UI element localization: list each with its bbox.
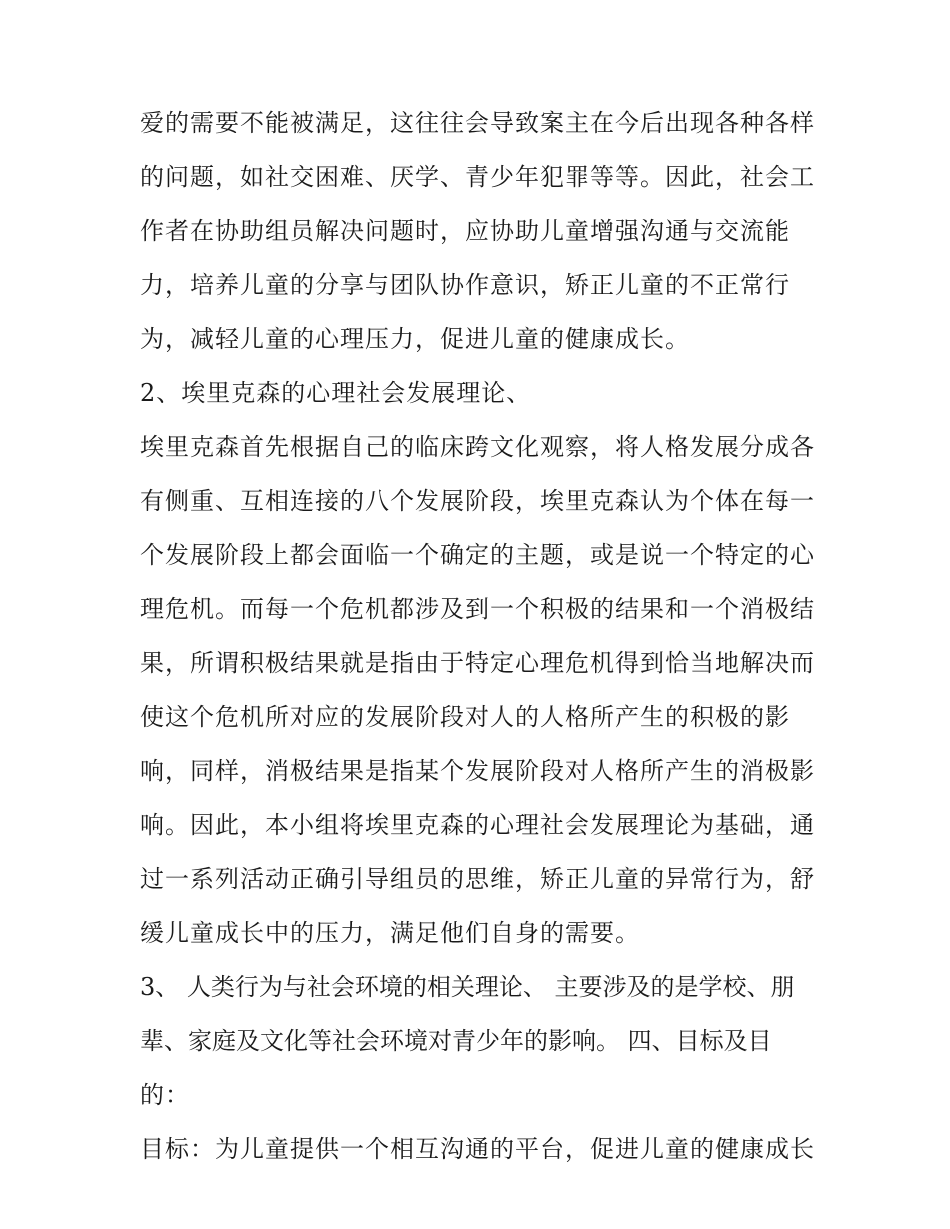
text-line: 的问题，如社交困难、厌学、青少年犯罪等等。因此，社会工 <box>140 163 815 191</box>
text-line: 目标：为儿童提供一个相互沟通的平台，促进儿童的健康成长 <box>140 1135 815 1163</box>
text-line: 力，培养儿童的分享与团队协作意识，矫正儿童的不正常行 <box>140 271 790 299</box>
text-line: 爱的需要不能被满足，这往往会导致案主在今后出现各种各样 <box>140 109 815 137</box>
document-body <box>140 96 820 1176</box>
text-line: 的： <box>140 1081 190 1109</box>
text-line: 辈、家庭及文化等社会环境对青少年的影响。 四、目标及目 <box>140 1027 772 1055</box>
text-line: 缓儿童成长中的压力，满足他们自身的需要。 <box>140 919 640 947</box>
text-line: 果，所谓积极结果就是指由于特定心理危机得到恰当地解决而 <box>140 649 815 677</box>
text-line: 为，减轻儿童的心理压力，促进儿童的健康成长。 <box>140 325 690 353</box>
section-heading-2: 2、埃里克森的心理社会发展理论、 <box>140 379 532 407</box>
text-line: 响，同样，消极结果是指某个发展阶段对人格所产生的消极影 <box>140 757 815 785</box>
text-line: 个发展阶段上都会面临一个确定的主题，或是说一个特定的心 <box>140 541 815 569</box>
text-line: 作者在协助组员解决问题时，应协助儿童增强沟通与交流能 <box>140 217 790 245</box>
text-line: 埃里克森首先根据自己的临床跨文化观察，将人格发展分成各 <box>140 433 815 461</box>
text-line: 理危机。而每一个危机都涉及到一个积极的结果和一个消极结 <box>140 595 815 623</box>
text-line: 过一系列活动正确引导组员的思维，矫正儿童的异常行为，舒 <box>140 865 815 893</box>
text-line: 响。因此，本小组将埃里克森的心理社会发展理论为基础，通 <box>140 811 815 839</box>
text-line: 使这个危机所对应的发展阶段对人的人格所产生的积极的影 <box>140 703 790 731</box>
text-line: 有侧重、互相连接的八个发展阶段，埃里克森认为个体在每一 <box>140 487 815 515</box>
section-heading-3: 3、 人类行为与社会环境的相关理论、 主要涉及的是学校、朋 <box>140 973 795 1001</box>
